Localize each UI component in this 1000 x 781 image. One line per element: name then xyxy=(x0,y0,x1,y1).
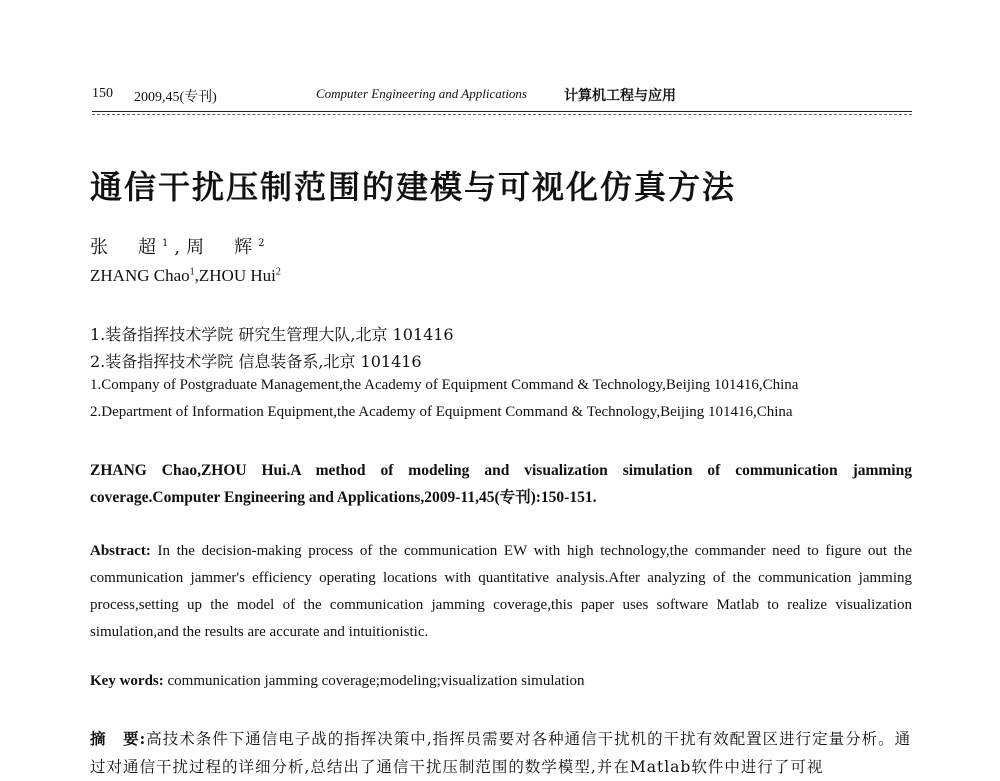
affiliation-2-en: 2.Department of Information Equipment,the Academy of Equipment Command & Technology,Beijing 101416,China xyxy=(90,404,793,420)
keywords-label: Key words: xyxy=(90,673,164,689)
issue-info: 2009,45(专刊) xyxy=(134,90,217,105)
affiliation-mark: 1 xyxy=(189,266,195,278)
author-name: ZHOU Hui xyxy=(198,266,276,285)
abstract-text: In the decision-making process of the communication EW with high technology,the commander need to figure out the communication jammer's efficiency operating locations with quantitative analysis.After analyzing of the communication jamming process,setting up the model of the communication jamming coverage,this paper uses software Matlab to realize visualization simulation,and the results are accurate and intuitionistic. xyxy=(90,543,912,640)
affiliation-1-en: 1.Company of Postgraduate Management,the Academy of Equipment Command & Technology,Beijing 101416,China xyxy=(90,377,799,393)
affiliation-mark: 2 xyxy=(275,266,281,278)
author-name: 周 辉 xyxy=(186,237,259,258)
journal-name-en: Computer Engineering and Applications xyxy=(316,86,527,101)
page-number: 150 xyxy=(92,86,113,101)
affiliation-2-cn: 2.装备指挥技术学院 信息装备系,北京 101416 xyxy=(90,352,422,371)
journal-name-cn: 计算机工程与应用 xyxy=(564,88,676,104)
author-separator: , xyxy=(194,266,199,285)
affiliation-1-cn: 1.装备指挥技术学院 研究生管理大队,北京 101416 xyxy=(90,325,454,344)
keywords-text: communication jamming coverage;modeling;visualization simulation xyxy=(167,673,585,689)
authors-en xyxy=(90,266,281,286)
affiliation-mark: 2 xyxy=(258,238,271,249)
abstract-en xyxy=(90,538,912,646)
abstract-cn xyxy=(90,725,912,781)
abstract-cn-text: 高技术条件下通信电子战的指挥决策中,指挥员需要对各种通信干扰机的干扰有效配置区进行定量分析。通过对通信干扰过程的详细分析,总结出了通信干扰压制范围的数学模型,并在Matlab软件中进行了可视 xyxy=(90,730,912,776)
abstract-label: Abstract: xyxy=(90,543,151,559)
author-name: 张 超 xyxy=(90,237,162,258)
author-name: ZHANG Chao xyxy=(90,266,190,285)
citation: ZHANG Chao,ZHOU Hui.A method of modeling and visualization simulation of communication jamming coverage.Computer Engineering and Applications,2009-11,45(专刊):150-151. xyxy=(90,462,912,506)
running-header xyxy=(92,86,912,112)
affiliation-mark: 1 xyxy=(162,238,175,249)
authors-cn xyxy=(90,233,270,259)
header-rule-dashed xyxy=(92,114,912,115)
keywords-en xyxy=(90,673,585,690)
abstract-cn-label: 摘 要: xyxy=(90,729,147,748)
author-separator: , xyxy=(174,237,187,258)
paper-title: 通信干扰压制范围的建模与可视化仿真方法 xyxy=(90,168,737,206)
header-rule xyxy=(92,111,912,112)
